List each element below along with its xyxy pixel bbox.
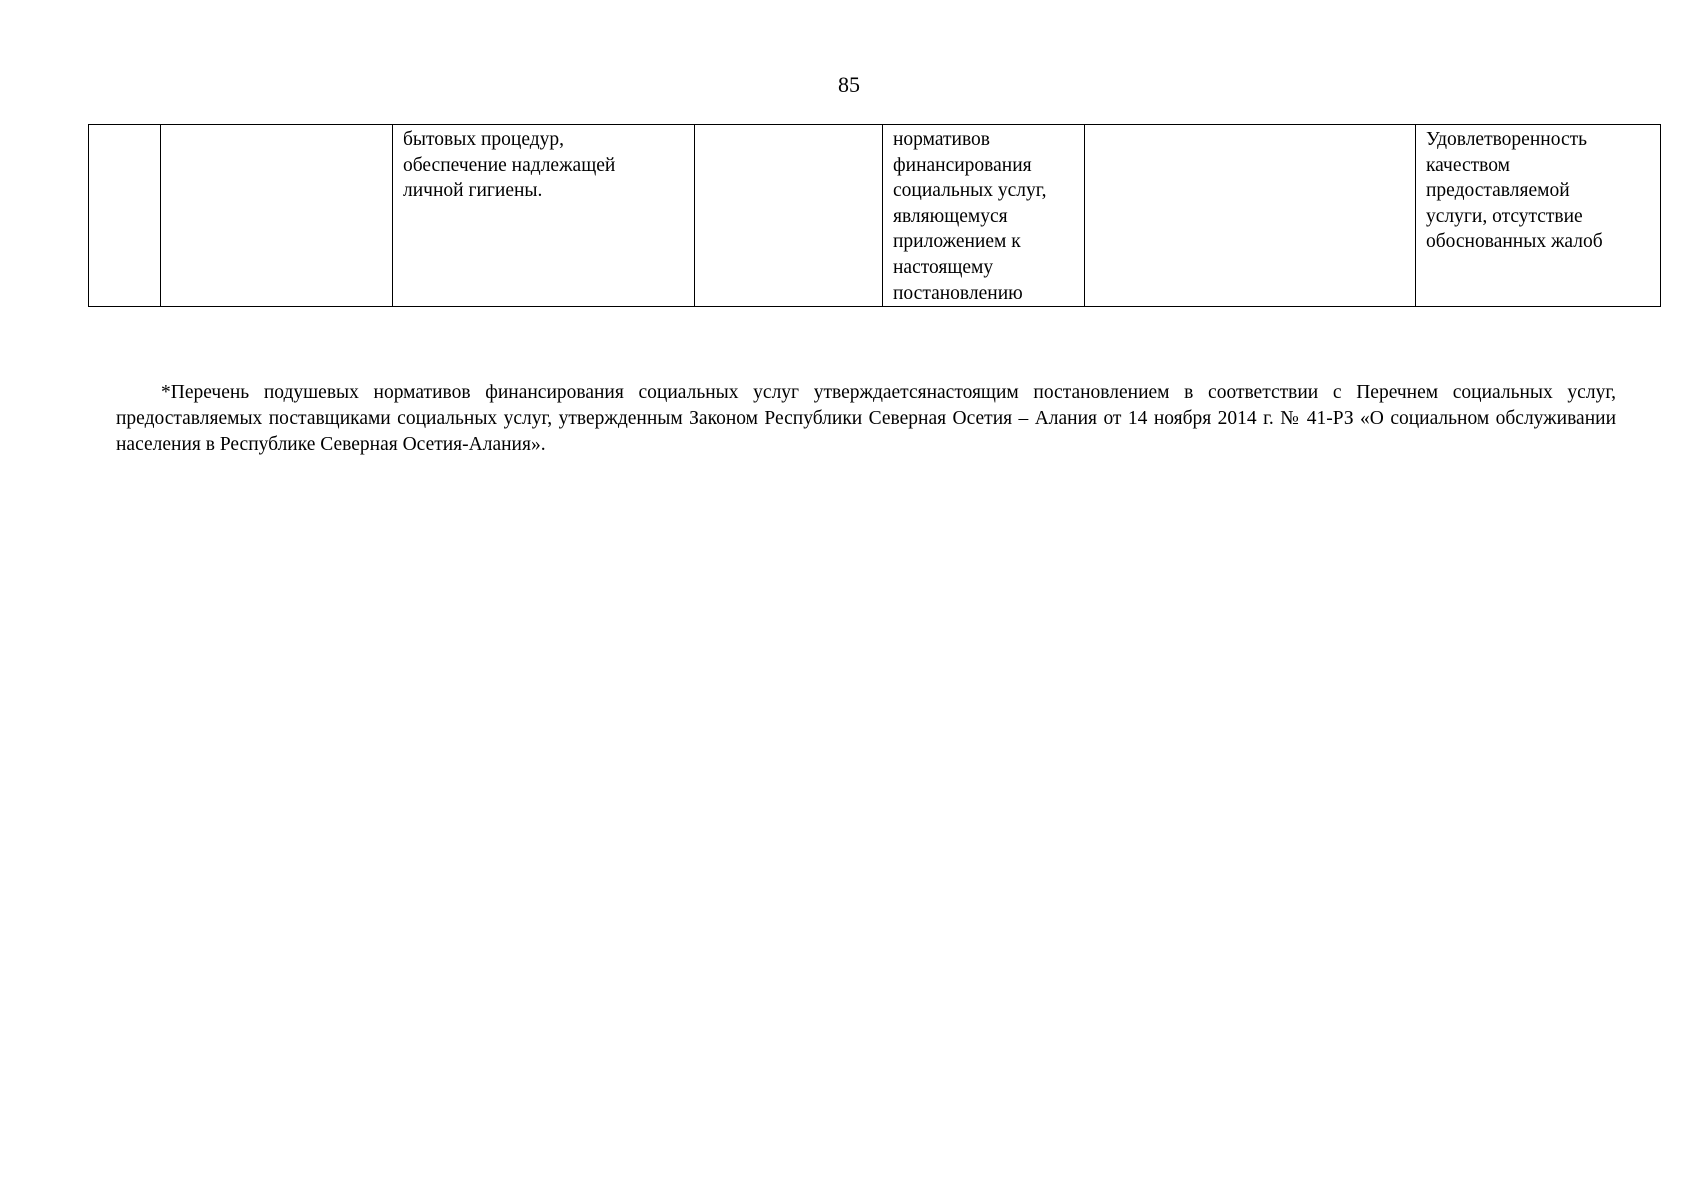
cell-service-category xyxy=(161,125,393,307)
cell-text-line: приложением к xyxy=(893,231,1021,253)
cell-text-line: бытовых процедур, xyxy=(403,129,565,150)
cell-text-line: обеспечение надлежащей xyxy=(403,154,616,176)
continuation-table xyxy=(88,124,1661,307)
table-row xyxy=(89,125,1661,307)
cell-text-line: предоставляемой xyxy=(1426,180,1570,202)
cell-normative xyxy=(883,125,1085,307)
footnote-text: *Перечень подушевых нормативов финансирования социальных услуг утверждаетсянастоящим постановлением в соответствии с Перечнем социальных услуг, предоставляемых поставщиками социальных услуг, утвержденным Законом Республики Северная Осетия – Алания от 14 ноября 2014 г. № 41-РЗ «О социальном обслуживании населения в Республике Северная Осетия-Алания». xyxy=(116,382,1616,455)
cell-text-line: социальных услуг, xyxy=(893,180,1047,202)
cell-text-line: Удовлетворенность xyxy=(1426,129,1588,150)
cell-text-line: нормативов xyxy=(893,129,990,150)
cell-number xyxy=(89,125,161,307)
cell-text-line: обоснованных жалоб xyxy=(1426,231,1603,253)
cell-text-line: услуги, отсутствие xyxy=(1426,205,1583,227)
cell-conditions xyxy=(1085,125,1416,307)
cell-service-duration xyxy=(695,125,883,307)
cell-text-line: финансирования xyxy=(893,154,1032,176)
page-number: 85 xyxy=(838,72,860,97)
cell-text-line: постановлению xyxy=(893,282,1023,304)
cell-text-line: являющемуся xyxy=(893,205,1008,227)
cell-quality-indicators xyxy=(1416,125,1661,307)
footnote xyxy=(116,380,1616,458)
cell-text-line: качеством xyxy=(1426,154,1510,176)
cell-text-line: настоящему xyxy=(893,256,994,278)
cell-text-line: личной гигиены. xyxy=(403,180,543,202)
cell-service-description xyxy=(393,125,695,307)
